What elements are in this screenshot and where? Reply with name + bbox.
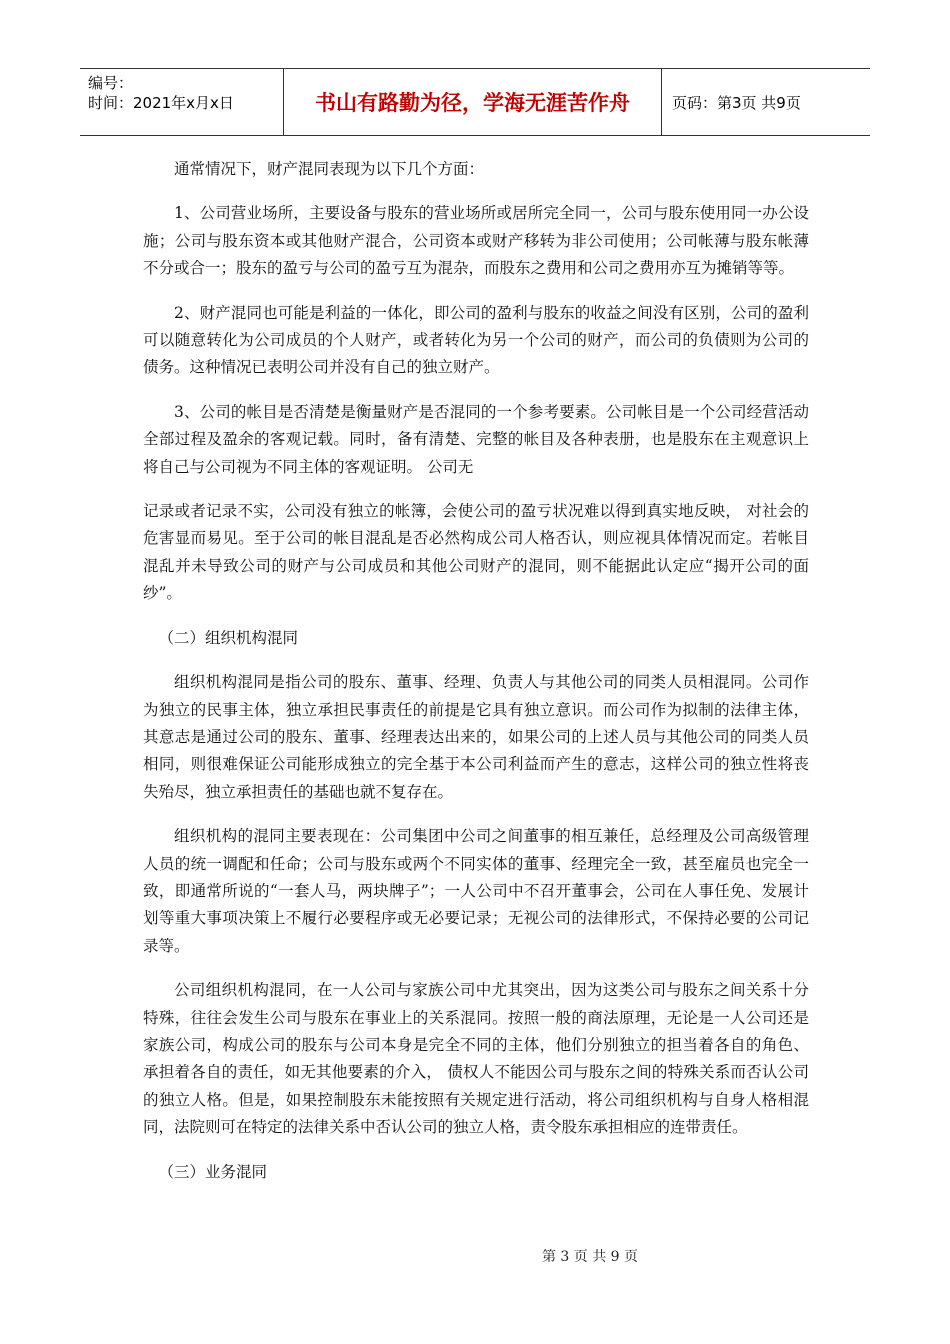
- paragraph-item-3-continued: 记录或者记录不实，公司没有独立的帐簿，会使公司的盈亏状况难以得到真实地反映， 对社会的危害显而易见。至于公司的帐目混乱是否必然构成公司人格否认，则应视具体情况而定。若帐目混乱并未导致公司的财产与公司成员和其他公司财产的混同，则不能据此认定应“揭开公司的面纱”。: [143, 502, 809, 603]
- paragraph-organization-manifestations: 组织机构的混同主要表现在：公司集团中公司之间董事的相互兼任，总经理及公司高级管理人员的统一调配和任命；公司与股东或两个不同实体的董事、经理完全一致，甚至雇员也完全一致，即通常所说的“一套人马，两块牌子”；一人公司中不召开董事会，公司在人事任免、发展计划等重大事项决策上不履行必要程序或无必要记录；无视公司的法律形式，不保持必要的公司记录等。: [143, 827, 809, 955]
- section-heading-organization: （二）组织机构混同: [158, 628, 299, 647]
- paragraph-organization-family-company: 公司组织机构混同，在一人公司与家族公司中尤其突出，因为这类公司与股东之间关系十分特殊，往往会发生公司与股东在事业上的关系混同。按照一般的商法原理，无论是一人公司还是家族公司，构成公司的股东与公司本身是完全不同的主体，他们分别独立的担当着各自的角色、承担着各自的责任，如无其他要素的介入， 债权人不能因公司与股东之间的特殊关系而否认公司的独立人格。但是，如果控制股东未能按照有关规定进行活动，将公司组织机构与自身人格相混同，法院则可在特定的法律关系中否认公司的独立人格，责令股东承担相应的连带责任。: [143, 981, 809, 1137]
- number-label: 编号：: [88, 74, 134, 92]
- section-heading-business: （三）业务混同: [158, 1162, 268, 1181]
- document-body: [143, 156, 809, 1203]
- page-footer: 第 3 页 共 9 页: [541, 1249, 639, 1265]
- header-meta: [80, 69, 284, 135]
- paragraph-item-3: 3、公司的帐目是否清楚是衡量财产是否混同的一个参考要素。公司帐目是一个公司经营活动全部过程及盈余的客观记载。同时，备有清楚、完整的帐目及各种表册，也是股东在主观意识上将自己与公司视为不同主体的客观证明。 公司无: [143, 402, 809, 476]
- paragraph-intro: 通常情况下，财产混同表现为以下几个方面：: [174, 160, 485, 178]
- time-label: 时间：2021年x月x日: [88, 94, 234, 112]
- paragraph-item-1: 1、公司营业场所，主要设备与股东的营业场所或居所完全同一，公司与股东使用同一办公设施；公司与股东资本或其他财产混合，公司资本或财产移转为非公司使用；公司帐薄与股东帐薄不分或合一；股东的盈亏与公司的盈亏互为混杂，而股东之费用和公司之费用亦互为摊销等等。: [143, 204, 809, 278]
- header-page-label: 页码：第3页 共9页: [672, 93, 801, 112]
- paragraph-organization-definition: 组织机构混同是指公司的股东、董事、经理、负责人与其他公司的同类人员相混同。公司作为独立的民事主体，独立承担民事责任的前提是它具有独立意识。而公司作为拟制的法律主体，其意志是通过公司的股东、董事、经理表达出来的，如果公司的上述人员与其他公司的同类人员相同，则很难保证公司能形成独立的完全基于本公司利益而产生的意志，这样公司的独立性将丧失殆尽，独立承担责任的基础也就不复存在。: [143, 673, 809, 801]
- paragraph-item-2: 2、财产混同也可能是利益的一体化，即公司的盈利与股东的收益之间没有区别，公司的盈利可以随意转化为公司成员的个人财产，或者转化为另一个公司的财产，而公司的负债则为公司的债务。这种情况已表明公司并没有自己的独立财产。: [143, 303, 809, 377]
- header-motto: 书山有路勤为径，学海无涯苦作舟: [284, 69, 662, 135]
- page-header: [80, 68, 870, 136]
